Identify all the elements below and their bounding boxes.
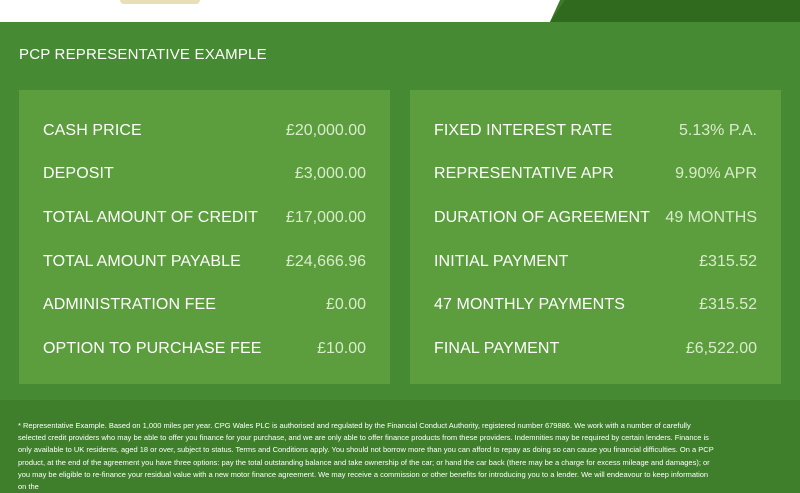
row-value: £20,000.00 bbox=[285, 122, 366, 139]
row-label: DEPOSIT bbox=[43, 165, 114, 182]
finance-row-deposit bbox=[43, 163, 366, 185]
row-label: FINAL PAYMENT bbox=[434, 340, 560, 357]
finance-row-total-payable bbox=[43, 251, 366, 273]
row-label: INITIAL PAYMENT bbox=[434, 253, 569, 270]
row-value: £17,000.00 bbox=[285, 209, 366, 226]
section-title: PCP REPRESENTATIVE EXAMPLE bbox=[19, 46, 267, 63]
row-value: £315.52 bbox=[699, 253, 757, 270]
row-value: £0.00 bbox=[325, 296, 366, 313]
row-label: REPRESENTATIVE APR bbox=[434, 165, 614, 182]
top-white-banner bbox=[0, 0, 560, 22]
finance-row-total-credit bbox=[43, 207, 366, 229]
top-right-banner bbox=[550, 0, 800, 22]
finance-row-duration bbox=[434, 207, 757, 229]
finance-row-monthly-payments bbox=[434, 294, 757, 316]
finance-row-option-fee bbox=[43, 338, 366, 360]
disclaimer-text: * Representative Example. Based on 1,000 miles per year. CPG Wales PLC is authorised and regulated by the Financial Conduct Authority, registered number 679886. We work with a number of carefully selected credit providers who may be able to offer you finance for your purchase, and we are only able to offer finance products from these providers. Indemnities may be required by certain lenders. Finance is only available to UK residents, aged 18 or over, subject to status. Terms and Conditions apply. You should not borrow more than you can afford to repay as doing so can cause you financial difficulties. On a PCP product, at the end of the agreement you have three options: pay the total outstanding balance and take ownership of the car; or hand the car back (there may be a charge for excess mileage and damages); or you may be eligible to re-finance your residual value with a new motor finance agreement. We may receive a commission or other benefits for introducing you to a lender. We will endeavour to keep information on the bbox=[18, 421, 714, 492]
finance-row-initial-payment bbox=[434, 251, 757, 273]
row-value: 9.90% APR bbox=[675, 165, 757, 182]
finance-row-cash-price bbox=[43, 120, 366, 142]
row-label: TOTAL AMOUNT PAYABLE bbox=[43, 253, 241, 270]
top-decorative-arc bbox=[120, 0, 200, 4]
row-label: CASH PRICE bbox=[43, 122, 142, 139]
finance-panel-left bbox=[19, 90, 390, 384]
row-label: FIXED INTEREST RATE bbox=[434, 122, 613, 139]
finance-row-admin-fee bbox=[43, 294, 366, 316]
row-value: £3,000.00 bbox=[294, 165, 366, 182]
row-label: 47 MONTHLY PAYMENTS bbox=[434, 296, 625, 313]
finance-row-apr bbox=[434, 163, 757, 185]
finance-row-final-payment bbox=[434, 338, 757, 360]
row-value: £10.00 bbox=[317, 340, 366, 357]
finance-panel-right bbox=[410, 90, 781, 384]
finance-row-interest-rate bbox=[434, 120, 757, 142]
row-label: ADMINISTRATION FEE bbox=[43, 296, 217, 313]
row-label: DURATION OF AGREEMENT bbox=[434, 209, 651, 226]
row-value: 49 MONTHS bbox=[665, 209, 757, 226]
row-value: £24,666.96 bbox=[285, 253, 366, 270]
row-value: £315.52 bbox=[699, 296, 757, 313]
row-value: 5.13% P.A. bbox=[679, 122, 757, 139]
row-value: £6,522.00 bbox=[685, 340, 757, 357]
row-label: TOTAL AMOUNT OF CREDIT bbox=[43, 209, 258, 226]
row-label: OPTION TO PURCHASE FEE bbox=[43, 340, 262, 357]
